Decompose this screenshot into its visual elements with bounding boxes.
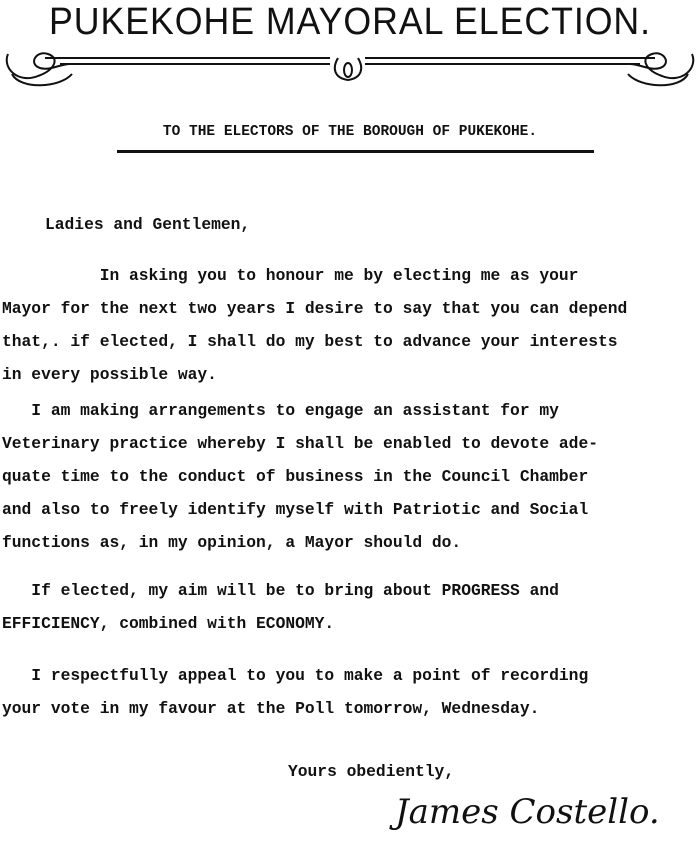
page-title: PUKEKOHE MAYORAL ELECTION. (48, 1, 652, 43)
salutation: Ladies and Gentlemen, (45, 215, 251, 234)
paragraph-4: I respectfully appeal to you to make a point of recording your vote in my favour at the Poll tomorrow, Wednesday. (2, 666, 589, 718)
paragraph-3: If elected, my aim will be to bring about PROGRESS and EFFICIENCY, combined with ECONOMY. (2, 581, 559, 633)
paragraph-1: In asking you to honour me by electing me as your Mayor for the next two years I desire to say that you can depend that,. if elected, I shall do my best to advance your interests in every possible way. (2, 266, 628, 384)
heading-underline (117, 150, 594, 153)
notice-heading: TO THE ELECTORS OF THE BOROUGH OF PUKEKOHE. (162, 124, 538, 140)
signature: James Costello. (395, 792, 660, 832)
closing: Yours obediently, (288, 762, 455, 781)
paragraph-2: I am making arrangements to engage an assistant for my Veterinary practice whereby I shall be enabled to devote ade- quate time to the conduct of business in the Council Chamber and also to freely identify myself with Patriotic and Social functions as, in my opinion, a Mayor should do. (2, 401, 598, 552)
decorative-rule-icon (0, 44, 700, 94)
